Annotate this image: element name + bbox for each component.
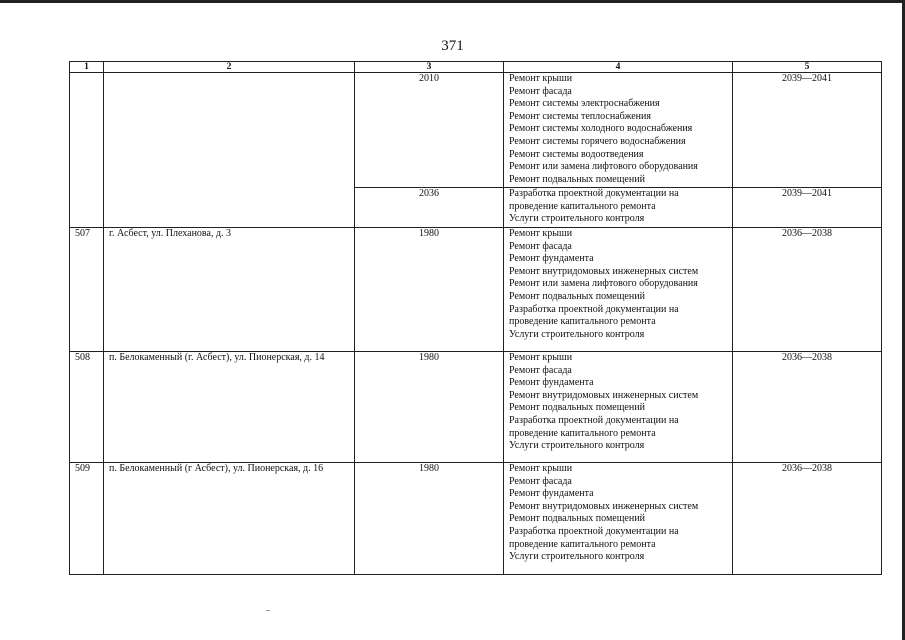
- work-item: Ремонт системы электроснабжения: [509, 98, 660, 110]
- works-cell: [504, 73, 733, 188]
- works-cell: [504, 228, 733, 352]
- work-item: Ремонт подвальных помещений: [509, 402, 645, 414]
- work-item: Ремонт крыши: [509, 463, 573, 474]
- work-item: Ремонт внутридомовых инженерных систем: [509, 500, 699, 512]
- work-item: проведение капитального ремонта: [509, 427, 656, 439]
- work-item: Ремонт крыши: [509, 352, 573, 363]
- work-item: Ремонт фундамента: [509, 377, 594, 389]
- work-item: Ремонт системы водоотведения: [509, 148, 644, 160]
- work-item: Ремонт фасада: [509, 85, 572, 97]
- work-item: Ремонт или замена лифтового оборудования: [509, 278, 698, 290]
- work-item: Ремонт или замена лифтового оборудования: [509, 161, 698, 173]
- work-item: Ремонт крыши: [509, 73, 573, 84]
- scan-artifact: [266, 610, 270, 611]
- work-item: Разработка проектной документации на: [509, 414, 679, 426]
- work-item: проведение капитального ремонта: [509, 538, 656, 550]
- work-item: Услуги строительного контроля: [509, 328, 645, 340]
- table-body: [70, 73, 882, 575]
- column-header: 4: [504, 62, 733, 73]
- repair-schedule-table: [69, 61, 882, 575]
- year-cell: 2036: [355, 188, 504, 228]
- column-header: 5: [733, 62, 882, 73]
- work-item: Разработка проектной документации на: [509, 525, 679, 537]
- work-item: Ремонт подвальных помещений: [509, 290, 645, 302]
- period-cell: 2039—2041: [733, 73, 882, 188]
- work-item: Ремонт подвальных помещений: [509, 173, 645, 185]
- address-cell: [104, 73, 355, 228]
- table-row: [70, 73, 882, 188]
- page-edge-top: [0, 0, 905, 3]
- work-item: Ремонт фасада: [509, 240, 572, 252]
- work-item: проведение капитального ремонта: [509, 200, 656, 212]
- work-item: Ремонт фундамента: [509, 488, 594, 500]
- work-item: Ремонт фасада: [509, 475, 572, 487]
- work-item: Ремонт внутридомовых инженерных систем: [509, 265, 699, 277]
- page-number: 371: [441, 38, 464, 54]
- row-number-cell: [70, 73, 104, 228]
- works-cell: [504, 352, 733, 463]
- period-cell: 2036—2038: [733, 352, 882, 463]
- work-item: Услуги строительного контроля: [509, 551, 645, 563]
- work-item: Разработка проектной документации на: [509, 188, 679, 199]
- row-number-cell: 507: [70, 228, 104, 352]
- works-cell: [504, 188, 733, 228]
- row-number-cell: 509: [70, 463, 104, 575]
- work-item: Ремонт фасада: [509, 364, 572, 376]
- work-item: Ремонт системы горячего водоснабжения: [509, 135, 686, 147]
- column-header: 1: [70, 62, 104, 73]
- period-cell: 2039—2041: [733, 188, 882, 228]
- table-row: [70, 352, 882, 463]
- year-cell: 1980: [355, 463, 504, 575]
- work-item: Ремонт фундамента: [509, 253, 594, 265]
- work-item: Разработка проектной документации на: [509, 303, 679, 315]
- table-row: [70, 228, 882, 352]
- work-item: Ремонт системы теплоснабжения: [509, 110, 651, 122]
- year-cell: 1980: [355, 352, 504, 463]
- work-item: Услуги строительного контроля: [509, 440, 645, 452]
- address-cell: г. Асбест, ул. Плеханова, д. 3: [104, 228, 355, 352]
- column-header: 3: [355, 62, 504, 73]
- table-header-row: [70, 62, 882, 73]
- year-cell: 2010: [355, 73, 504, 188]
- work-item: Услуги строительного контроля: [509, 213, 645, 225]
- period-cell: 2036—2038: [733, 228, 882, 352]
- address-cell: п. Белокаменный (г. Асбест), ул. Пионерская, д. 14: [104, 352, 355, 463]
- row-number-cell: 508: [70, 352, 104, 463]
- year-cell: 1980: [355, 228, 504, 352]
- works-cell: [504, 463, 733, 575]
- period-cell: 2036—2038: [733, 463, 882, 575]
- work-item: Ремонт внутридомовых инженерных систем: [509, 389, 699, 401]
- table-row: [70, 463, 882, 575]
- address-cell: п. Белокаменный (г Асбест), ул. Пионерская, д. 16: [104, 463, 355, 575]
- work-item: Ремонт подвальных помещений: [509, 513, 645, 525]
- work-item: Ремонт крыши: [509, 228, 573, 239]
- work-item: Ремонт системы холодного водоснабжения: [509, 123, 693, 135]
- column-header: 2: [104, 62, 355, 73]
- work-item: проведение капитального ремонта: [509, 316, 656, 328]
